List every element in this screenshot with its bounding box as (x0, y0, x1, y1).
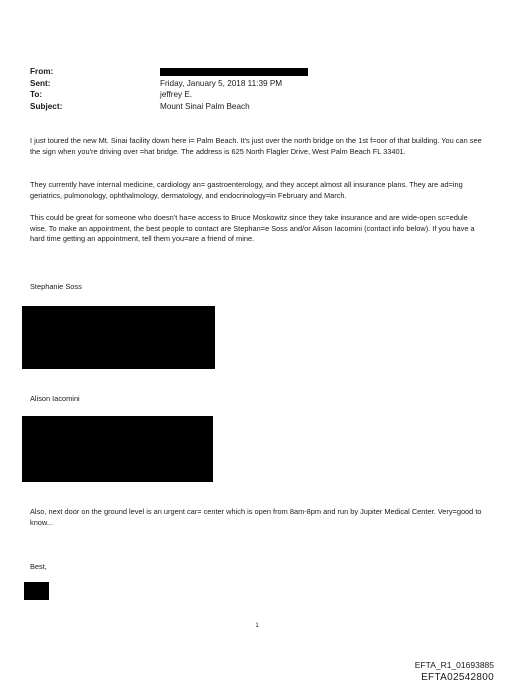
to-row (30, 89, 470, 101)
from-label: From: (30, 67, 54, 76)
subject-row (30, 101, 470, 113)
contact-name-2: Alison Iacomini (30, 394, 80, 403)
sent-row (30, 78, 470, 90)
redaction-block-from (160, 68, 308, 76)
from-row (30, 66, 470, 78)
bates-number-2: EFTA02542800 (421, 672, 494, 683)
subject-label: Subject: (30, 101, 63, 111)
bates-number-1: EFTA_R1_01693885 (414, 660, 494, 670)
redaction-block-contact-2 (22, 416, 213, 482)
from-value (160, 68, 470, 76)
body-paragraph-3: This could be great for someone who doesn't ha=e access to Bruce Moskowitz since they take insurance and are wide-open sc=edule wise. To make an appointment, the best people to contact are Stephan=e Soss and/or Alison Iacomini (contact info below). If you have a hard time getting an appointment, tell them you=are a friend of mine. (30, 213, 475, 244)
sent-label: Sent: (30, 78, 51, 88)
subject-value: Mount Sinai Palm Beach (160, 101, 250, 111)
email-header (30, 66, 470, 112)
contact-name-1: Stephanie Soss (30, 282, 82, 291)
body-paragraph-2: They currently have internal medicine, cardiology an= gastroenterology, and they accept almost all insurance plans. They are ad=ing geriatrics, pulmonology, ophthalmology, dermatology, and endocrinology=in February and March. (30, 180, 463, 200)
body-paragraph-1: I just toured the new Mt. Sinai facility down here i= Palm Beach. It's just over the north bridge on the 1st f=oor of that building. You can see the sign when you're driving over =hat bridge. The address is 625 North Flagler Drive, West Palm Beach FL 33401. (30, 136, 482, 156)
sent-value: Friday, January 5, 2018 11:39 PM (160, 78, 283, 88)
to-label: To: (30, 90, 43, 99)
to-value: jeffrey E. (160, 90, 193, 99)
page-number: 1 (255, 623, 259, 629)
redaction-block-contact-1 (22, 306, 215, 369)
body-paragraph-4: Also, next door on the ground level is an urgent car= center which is open from 8am-8pm and run by Jupiter Medical Center. Very=good to know... (30, 507, 482, 527)
redaction-block-signature (24, 582, 49, 600)
closing: Best, (30, 562, 47, 571)
